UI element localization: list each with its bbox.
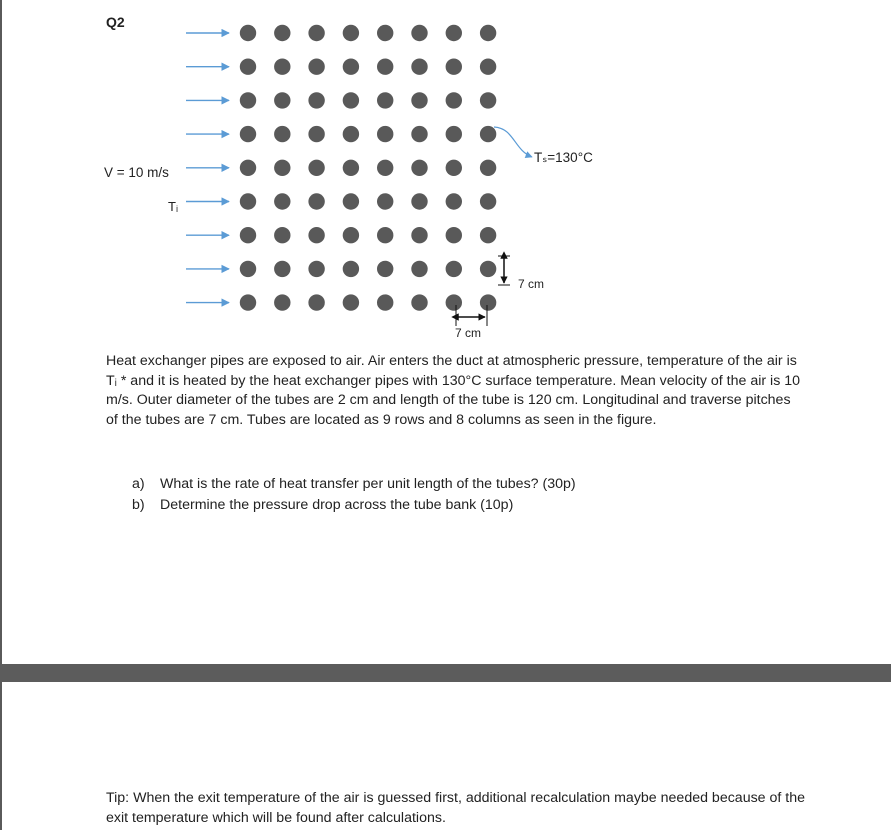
tube-circle xyxy=(377,58,393,74)
list-text: Determine the pressure drop across the tube bank (10p) xyxy=(160,497,514,513)
tube-circle xyxy=(377,126,393,142)
tube-circle xyxy=(274,261,290,277)
tube-circle xyxy=(274,92,290,108)
question-label: Q2 xyxy=(106,14,125,30)
tube-circle xyxy=(240,227,256,243)
tube-circle xyxy=(411,92,427,108)
tube-bank-figure xyxy=(2,0,891,345)
tube-circle xyxy=(240,92,256,108)
tube-circle xyxy=(240,294,256,310)
tip-text: Tip: When the exit temperature of the air is guessed first, additional recalculation maybe needed because of the exit temperature which will be found after calculations. xyxy=(106,790,806,826)
tube-circle xyxy=(308,25,324,41)
tube-circle xyxy=(446,92,462,108)
velocity-label: V = 10 m/s xyxy=(104,165,169,180)
tube-circle xyxy=(308,193,324,209)
tube-circle xyxy=(240,193,256,209)
list-marker: b) xyxy=(132,497,145,513)
page-1 xyxy=(2,0,891,664)
inlet-temp-label: Tᵢ xyxy=(168,199,178,214)
tube-circle xyxy=(274,193,290,209)
page-divider xyxy=(0,664,891,682)
tube-circle xyxy=(480,160,496,176)
tube-circle xyxy=(377,227,393,243)
tube-circle xyxy=(274,227,290,243)
tube-circle xyxy=(446,294,462,310)
tip-block xyxy=(106,788,806,828)
question-list xyxy=(132,474,576,516)
tube-circle xyxy=(377,193,393,209)
tube-circle xyxy=(343,193,359,209)
list-text: What is the rate of heat transfer per unit length of the tubes? (30p) xyxy=(160,476,576,492)
tube-circle xyxy=(343,227,359,243)
tube-circle xyxy=(343,25,359,41)
tube-circle xyxy=(308,160,324,176)
tube-circle xyxy=(343,126,359,142)
tube-circle xyxy=(480,193,496,209)
tube-circle xyxy=(274,160,290,176)
tube-circle xyxy=(480,126,496,142)
tube-circle xyxy=(446,160,462,176)
tube-circle xyxy=(411,294,427,310)
tube-circle xyxy=(411,25,427,41)
surface-temp-label: Tₛ=130°C xyxy=(534,150,593,165)
tube-circle xyxy=(308,227,324,243)
tube-circle xyxy=(274,25,290,41)
horizontal-pitch-label: 7 cm xyxy=(455,326,482,340)
surface-temp-pointer xyxy=(494,127,532,157)
tube-circle xyxy=(308,58,324,74)
tube-circle xyxy=(240,261,256,277)
list-item xyxy=(132,495,576,516)
tube-circle xyxy=(446,193,462,209)
tube-circle xyxy=(274,126,290,142)
vertical-pitch-label: 7 cm xyxy=(518,277,545,291)
tube-circle xyxy=(446,25,462,41)
tube-circle xyxy=(240,25,256,41)
tube-grid xyxy=(240,25,497,311)
list-item xyxy=(132,474,576,495)
tube-circle xyxy=(411,227,427,243)
tube-circle xyxy=(411,261,427,277)
air-flow-arrows xyxy=(186,33,229,303)
page-2 xyxy=(2,682,891,830)
problem-paragraph: Heat exchanger pipes are exposed to air. Air enters the duct at atmospheric pressure, temperature of the air is Tᵢ * and it is heated by the heat exchanger pipes with 130°C surface temperature. Mean velocity of the air is 10 m/s. Outer diameter of the tubes are 2 cm and length of the tube is 120 cm. Longitudinal and traverse pitches of the tubes are 7 cm. Tubes are located as 9 rows and 8 columns as seen in the figure. xyxy=(106,353,801,428)
tube-circle xyxy=(274,58,290,74)
tube-circle xyxy=(411,193,427,209)
problem-statement xyxy=(106,352,806,430)
tube-circle xyxy=(308,92,324,108)
tube-circle xyxy=(411,160,427,176)
tube-circle xyxy=(446,126,462,142)
tube-circle xyxy=(308,126,324,142)
tube-circle xyxy=(377,160,393,176)
tube-circle xyxy=(343,92,359,108)
tube-circle xyxy=(240,126,256,142)
tube-circle xyxy=(274,294,290,310)
tube-circle xyxy=(480,58,496,74)
tube-circle xyxy=(411,58,427,74)
tube-circle xyxy=(343,261,359,277)
tube-circle xyxy=(377,294,393,310)
tube-circle xyxy=(480,25,496,41)
tube-circle xyxy=(446,227,462,243)
tube-circle xyxy=(480,227,496,243)
tube-circle xyxy=(308,261,324,277)
tube-circle xyxy=(377,25,393,41)
tube-circle xyxy=(411,126,427,142)
tube-circle xyxy=(480,92,496,108)
tube-circle xyxy=(480,294,496,310)
tube-circle xyxy=(480,261,496,277)
list-marker: a) xyxy=(132,476,145,492)
tube-circle xyxy=(240,58,256,74)
tube-circle xyxy=(377,261,393,277)
tube-circle xyxy=(240,160,256,176)
tube-circle xyxy=(308,294,324,310)
tube-circle xyxy=(446,58,462,74)
tube-circle xyxy=(377,92,393,108)
tube-circle xyxy=(343,294,359,310)
tube-circle xyxy=(343,58,359,74)
tube-circle xyxy=(446,261,462,277)
tube-circle xyxy=(343,160,359,176)
